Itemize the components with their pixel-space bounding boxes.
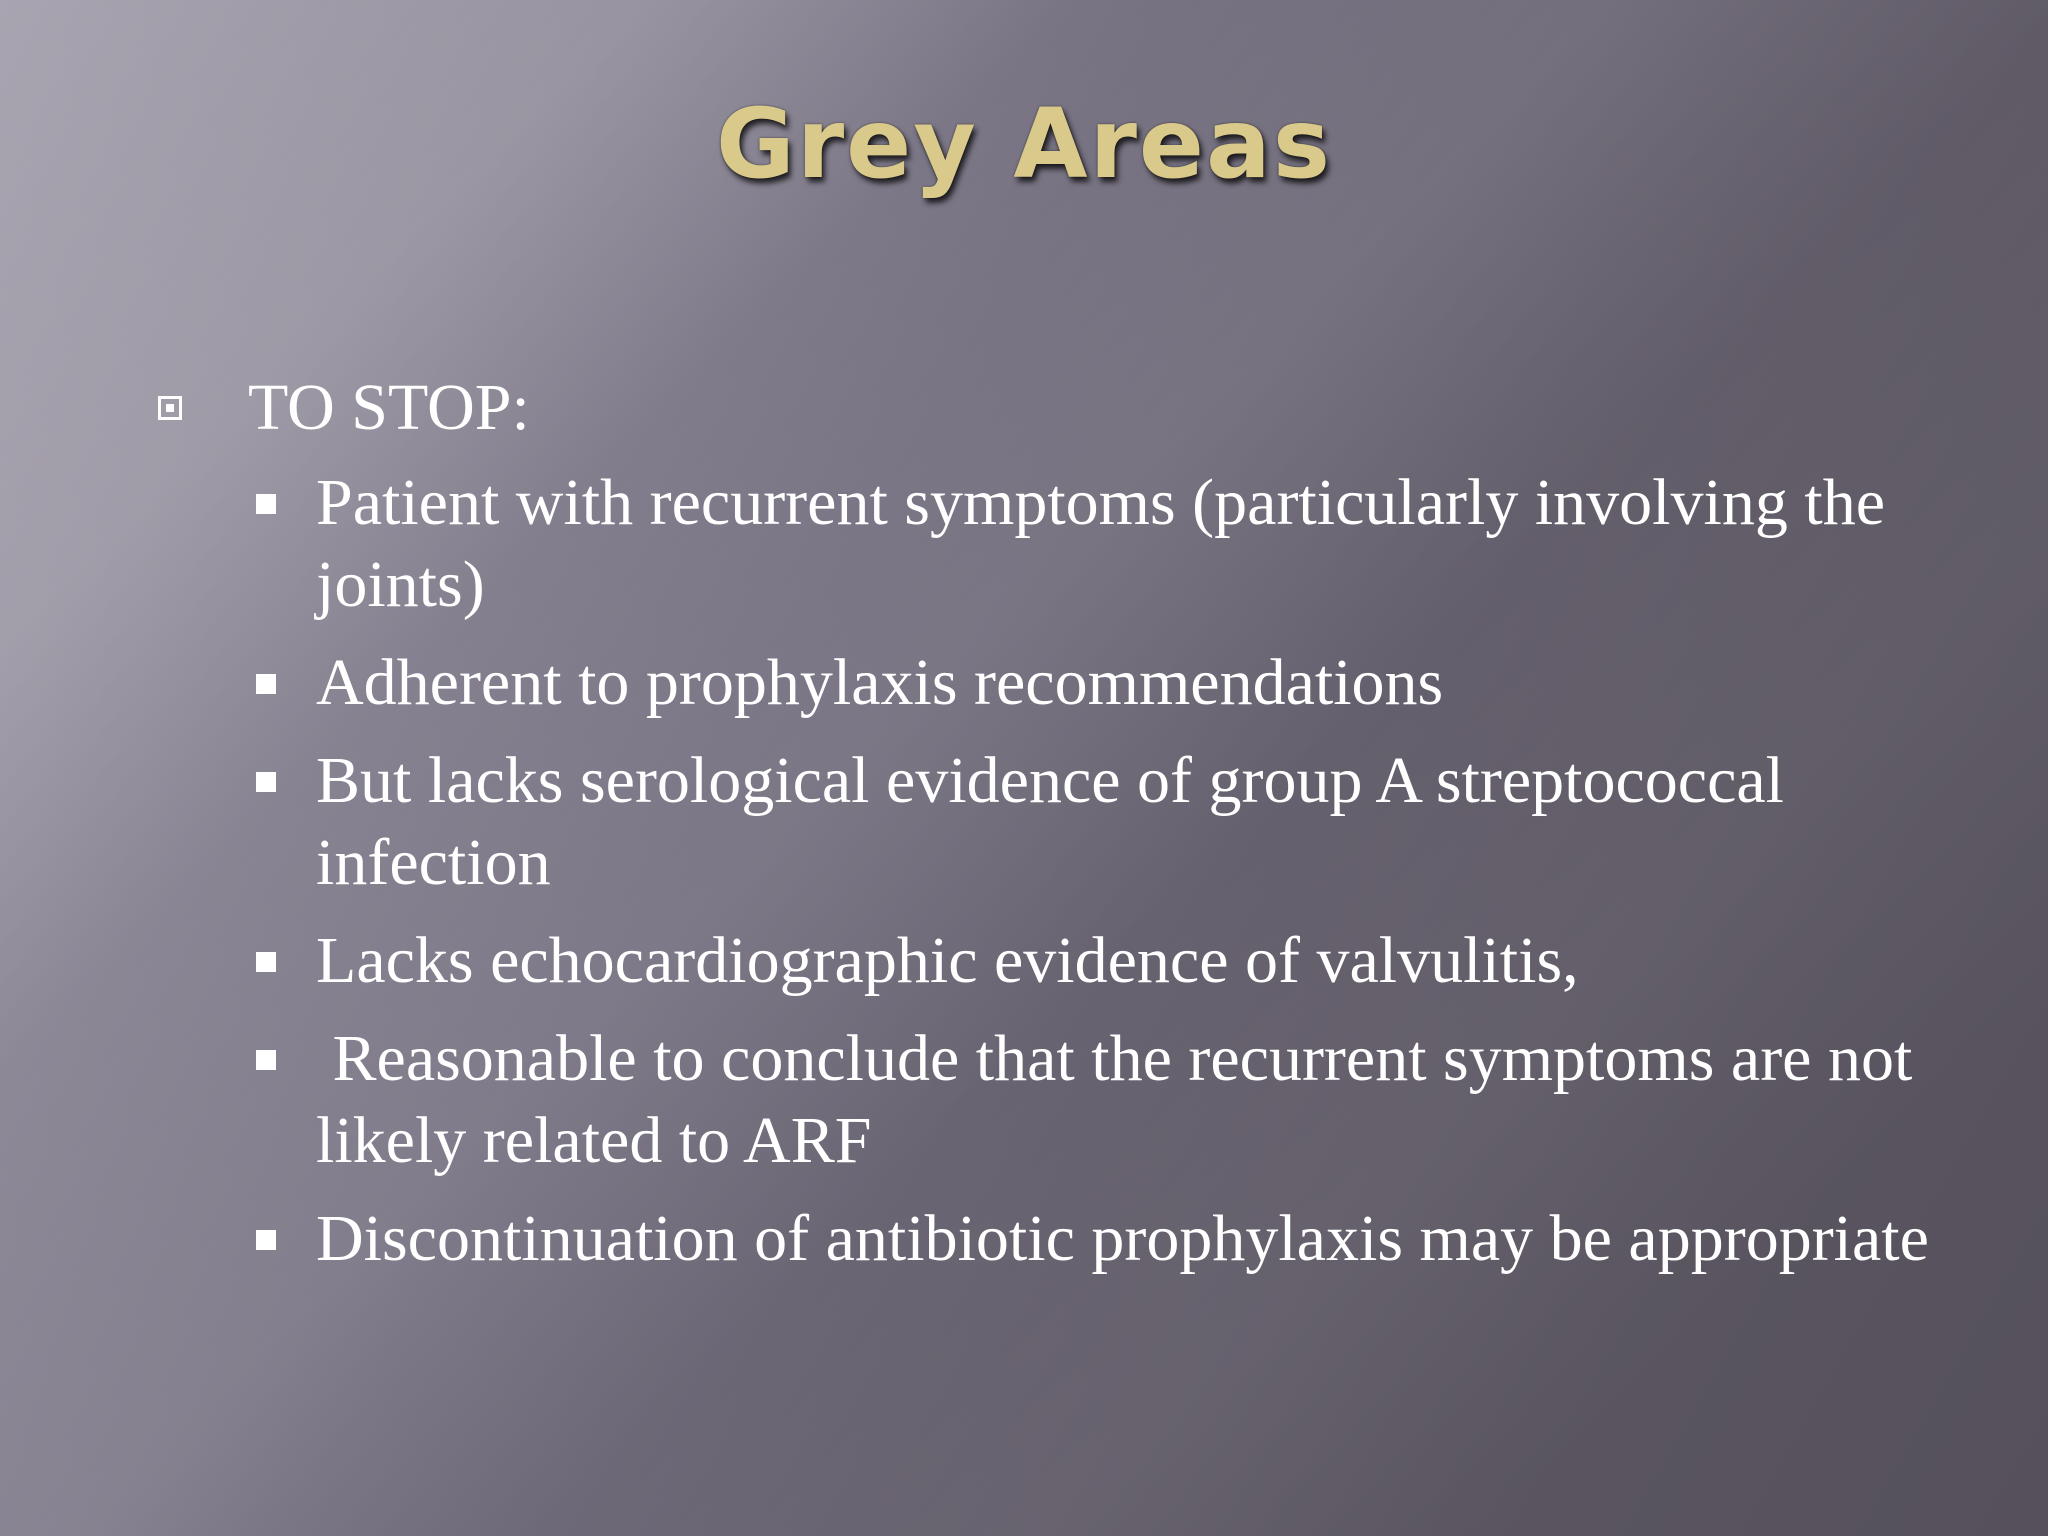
- list-item: [256, 1018, 1950, 1182]
- list-item-text: Adherent to prophylaxis recommendations: [316, 646, 1444, 719]
- list-item-text: Patient with recurrent symptoms (particularly involving the joints): [316, 466, 1885, 621]
- list-item: [256, 740, 1950, 904]
- main-bullet-item: [150, 368, 1950, 448]
- square-bullet-icon: [256, 1050, 276, 1070]
- list-item: [256, 1198, 1950, 1280]
- main-bullet-text: TO STOP:: [248, 371, 530, 444]
- square-bullet-icon: [256, 952, 276, 972]
- list-item-text: Discontinuation of antibiotic prophylaxis may be appropriate: [316, 1202, 1929, 1275]
- slide-content: [150, 368, 1950, 1296]
- list-item: [256, 462, 1950, 626]
- square-bullet-icon: [256, 772, 276, 792]
- list-item-text: Reasonable to conclude that the recurrent symptoms are not likely related to ARF: [316, 1022, 1929, 1177]
- square-bullet-icon: [256, 1230, 276, 1250]
- list-item-text: But lacks serological evidence of group A streptococcal infection: [316, 744, 1785, 899]
- list-item-text: Lacks echocardiographic evidence of valvulitis,: [316, 924, 1579, 997]
- square-bullet-icon: [256, 674, 276, 694]
- slide-title: Grey Areas: [716, 88, 1332, 200]
- sub-bullet-list: [256, 462, 1950, 1280]
- list-item: [256, 920, 1950, 1002]
- list-item: [256, 642, 1950, 724]
- square-bullet-icon: [256, 494, 276, 514]
- square-bullet-icon: [158, 396, 182, 420]
